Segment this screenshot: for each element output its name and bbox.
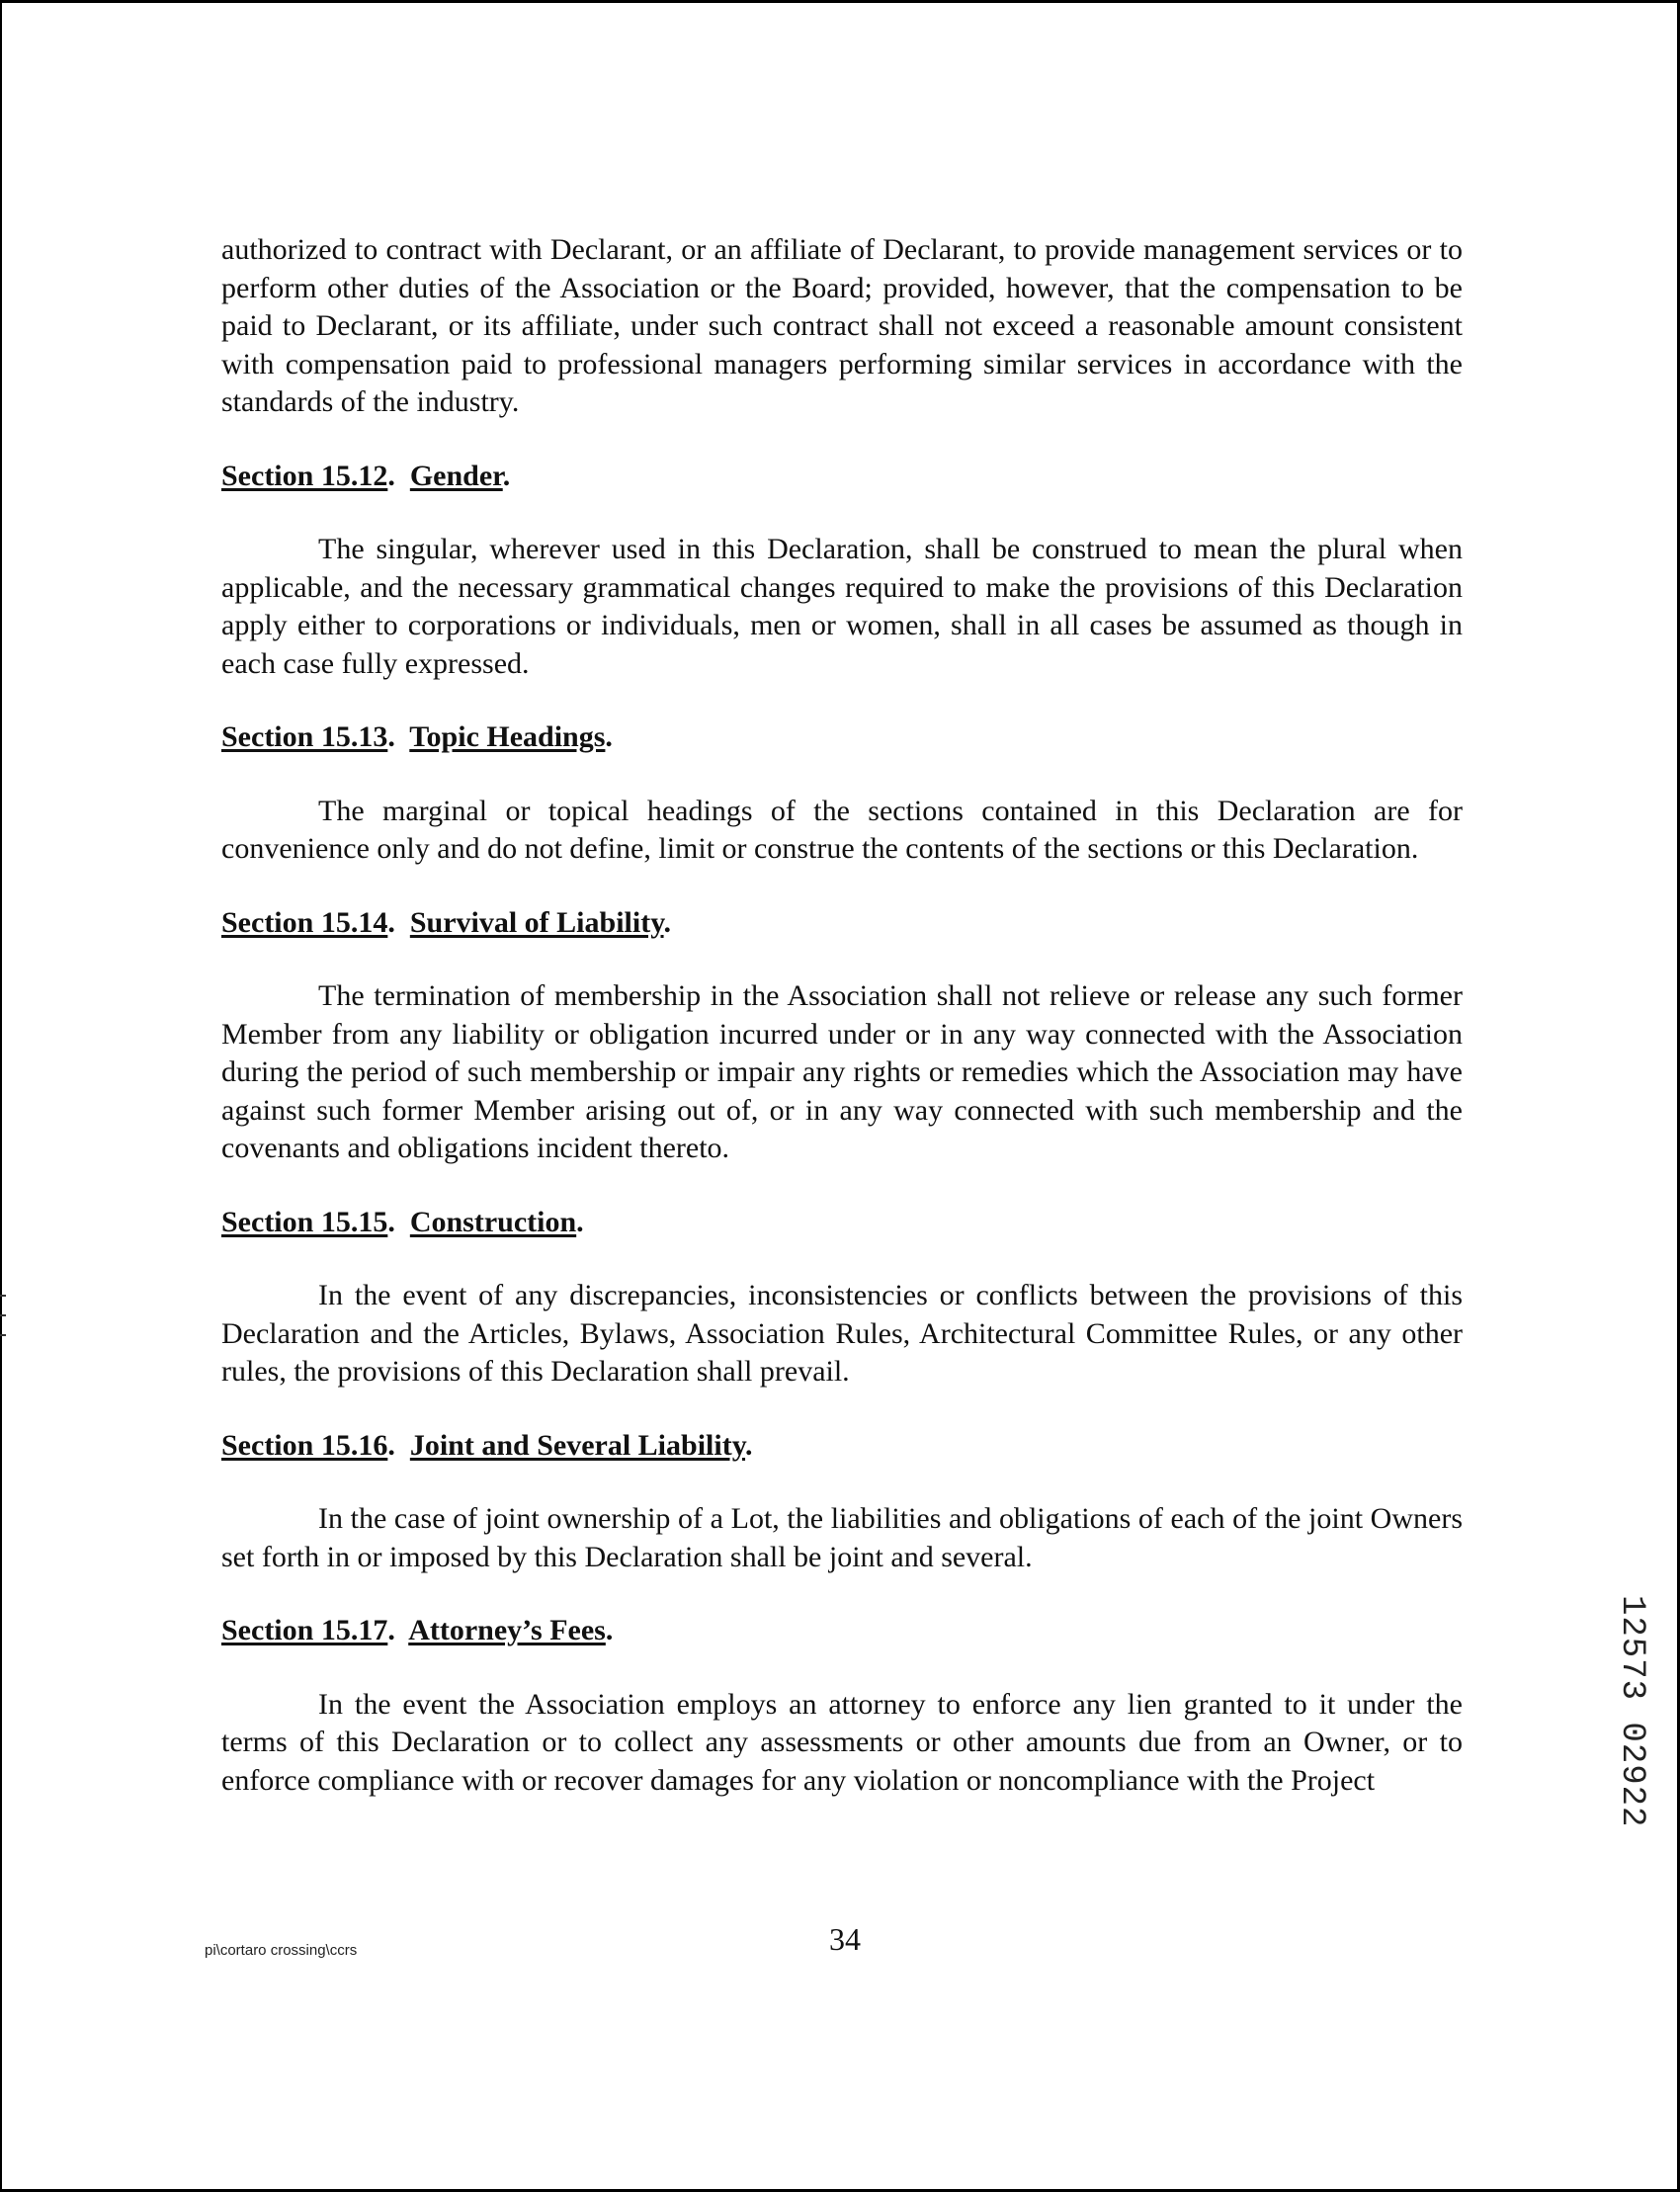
section-number: Section 15.16 (221, 1428, 388, 1462)
document-body (221, 231, 1463, 1800)
section-number: Section 15.17 (221, 1614, 388, 1646)
footer-file-path: pi\cortaro crossing\ccrs (205, 1942, 358, 1959)
section-body-15-14: The termination of membership in the Association shall not relieve or release any such former Member from any liability or obligation incurred under or in any way connected with the Association during the period of such membership or impair any rights or remedies which the Association may have against such former Member arising out of, or in any way connected with such membership and the covenants and obligations incident thereto. (221, 979, 1463, 1164)
section-body-15-17: In the event the Association employs an attorney to enforce any lien granted to it under the terms of this Declaration or to collect any assessments or other amounts due from an Owner, or to enforce compliance with or recover damages for any violation or noncompliance with the Project (221, 1687, 1463, 1797)
recording-stamp: 12573 02922 (1613, 1595, 1650, 1828)
page-number: 34 (829, 1921, 861, 1957)
margin-mark (0, 1295, 6, 1297)
margin-mark (0, 1334, 6, 1336)
section-title: Joint and Several Liability (409, 1428, 746, 1462)
page-edge-left (0, 0, 2, 2192)
section-title: Gender (409, 459, 503, 492)
section-heading-15-14: Section 15.14. Survival of Liability. (221, 905, 672, 939)
section-title: Survival of Liability (409, 905, 664, 939)
section-body-15-13: The marginal or topical headings of the sections contained in this Declaration are for convenience only and do not define, limit or construe the contents of the sections or this Declaration. (221, 794, 1463, 865)
section-body-15-12: The singular, wherever used in this Declaration, shall be construed to mean the plural when applicable, and the necessary grammatical changes required to make the provisions of this Declaration apply either to corporations or individuals, men or women, shall in all cases be assumed as though in each case fully expressed. (221, 533, 1463, 680)
section-heading-15-13: Section 15.13. Topic Headings. (221, 720, 613, 753)
section-title: Topic Headings (409, 720, 606, 753)
section-number: Section 15.12 (221, 459, 388, 492)
section-heading-15-16: Section 15.16. Joint and Several Liability. (221, 1428, 753, 1462)
section-title: Attorney’s Fees (408, 1614, 606, 1646)
section-title: Construction (409, 1205, 577, 1238)
section-number: Section 15.14 (221, 905, 388, 939)
intro-paragraph: authorized to contract with Declarant, or an affiliate of Declarant, to provide management services or to perform other duties of the Association or the Board; provided, however, that the compensation to be paid to Declarant, or its affiliate, under such contract shall not exceed a reasonable amount consistent with compensation paid to professional managers performing similar services in accordance with the standards of the industry. (221, 233, 1463, 418)
section-body-15-15: In the event of any discrepancies, inconsistencies or conflicts between the provisions of this Declaration and the Articles, Bylaws, Association Rules, Architectural Committee Rules, or any other rules, the provisions of this Declaration shall prevail. (221, 1279, 1463, 1388)
section-heading-15-17: Section 15.17. Attorney’s Fees. (221, 1614, 614, 1646)
section-body-15-16: In the case of joint ownership of a Lot, the liabilities and obligations of each of the joint Owners set forth in or imposed by this Declaration shall be joint and several. (221, 1502, 1463, 1573)
section-heading-15-15: Section 15.15. Construction. (221, 1205, 584, 1238)
section-number: Section 15.15 (221, 1205, 388, 1238)
page-edge-top (0, 0, 1680, 3)
section-number: Section 15.13 (221, 720, 388, 753)
margin-mark (0, 1314, 6, 1316)
section-heading-15-12: Section 15.12. Gender. (221, 459, 511, 492)
